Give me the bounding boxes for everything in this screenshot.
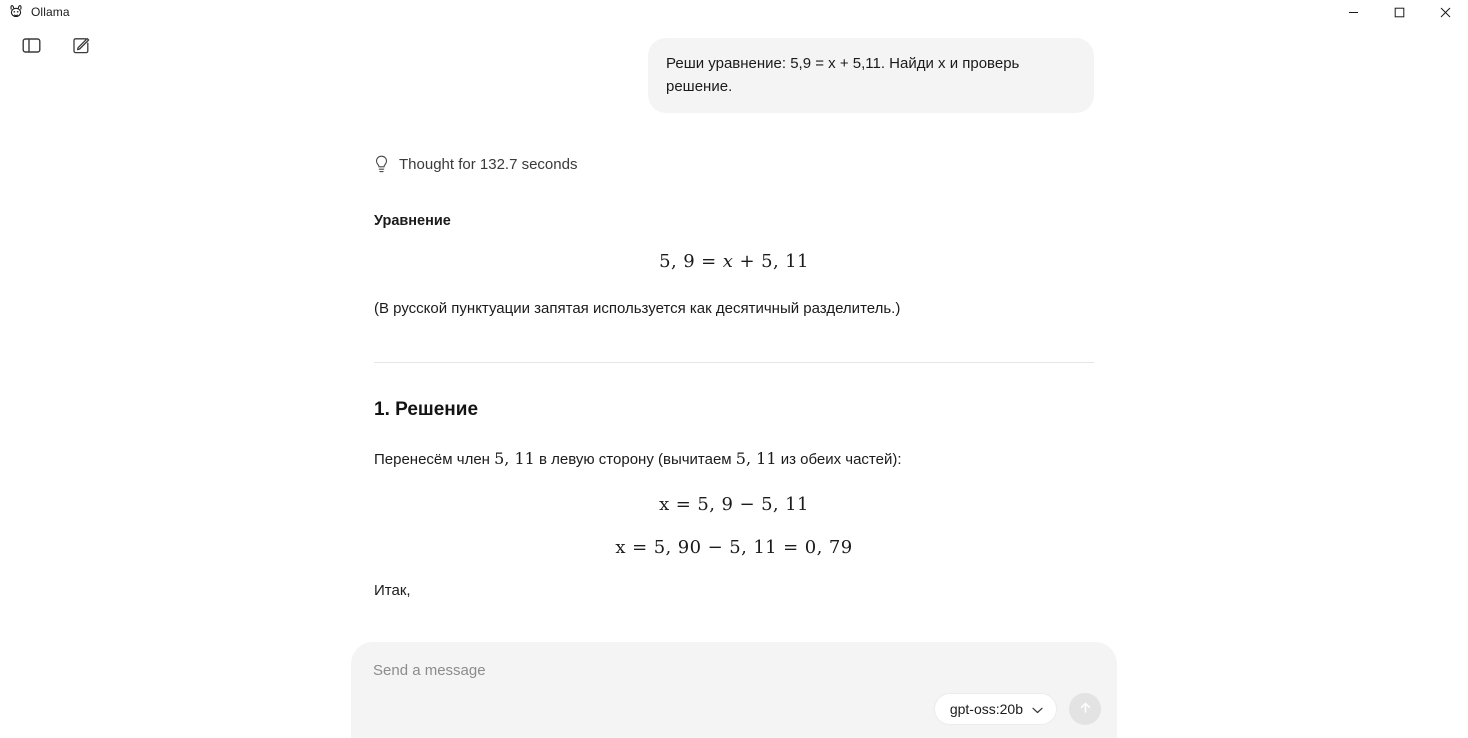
chevron-down-icon	[1032, 701, 1043, 717]
equation-main-rhs: + 5, 11	[739, 250, 809, 272]
maximize-button[interactable]	[1376, 0, 1422, 24]
close-button[interactable]	[1422, 0, 1468, 24]
message-input-placeholder[interactable]: Send a message	[373, 662, 486, 679]
closing-text: Итак,	[374, 581, 411, 599]
step-inline-math-2: 5, 11	[735, 449, 777, 468]
model-selector[interactable]	[934, 693, 1057, 725]
user-message-bubble: Реши уравнение: 5,9 = x + 5,11. Найди x и проверь решение.	[648, 38, 1094, 113]
composer-controls	[934, 693, 1101, 725]
heading-solution: 1. Решение	[374, 399, 479, 420]
section-title-equation: Уравнение	[374, 212, 451, 229]
thought-label: Thought for 132.7 seconds	[399, 156, 578, 173]
model-selector-label: gpt-oss:20b	[949, 701, 1023, 717]
step-text-b: в левую сторону (вычитаем	[539, 451, 732, 468]
chat-content	[374, 24, 1094, 602]
title-bar	[0, 0, 1468, 24]
minimize-button[interactable]	[1330, 0, 1376, 24]
step-text-c: из обеих частей):	[780, 451, 902, 468]
decimal-separator-note: (В русской пунктуации запятая используется как десятичный разделитель.)	[374, 299, 901, 317]
title-bar-left	[0, 4, 70, 20]
equation-main	[374, 251, 1094, 272]
chat-scroll-area[interactable]	[0, 24, 1468, 738]
message-composer[interactable]	[351, 642, 1117, 738]
lightbulb-icon	[374, 155, 389, 175]
equation-main-lhs: 5, 9 =	[659, 250, 717, 272]
send-arrow-up-icon	[1078, 700, 1093, 718]
send-button[interactable]	[1069, 693, 1101, 725]
section-divider	[374, 362, 1094, 363]
user-message-row	[374, 38, 1094, 113]
window-controls	[1330, 0, 1468, 24]
ollama-logo-icon	[8, 4, 24, 20]
equation-step-2: x = 5, 90 − 5, 11 = 0, 79	[615, 536, 853, 558]
app-title: Ollama	[31, 5, 70, 19]
solution-step-text	[374, 447, 1094, 472]
equation-step-1: x = 5, 9 − 5, 11	[659, 493, 809, 515]
thought-summary[interactable]	[374, 155, 1094, 175]
equation-main-variable: x	[722, 250, 734, 272]
step-inline-math-1: 5, 11	[494, 449, 535, 468]
step-text-a: Перенесём член	[374, 451, 490, 468]
